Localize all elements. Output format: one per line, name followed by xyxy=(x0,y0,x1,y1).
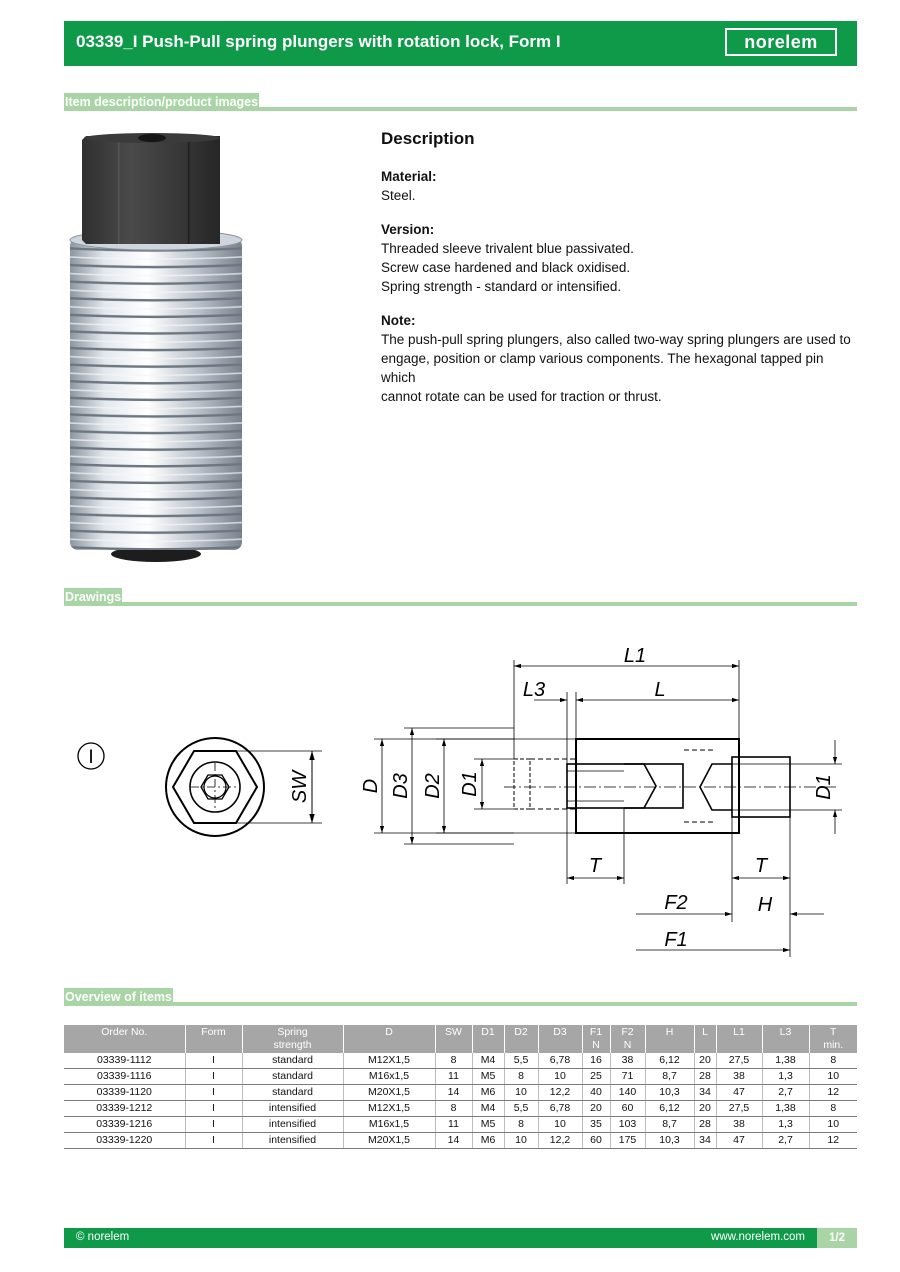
material-label: Material: xyxy=(381,169,437,184)
page-footer xyxy=(64,1228,857,1248)
col-header: L xyxy=(694,1025,716,1053)
form-symbol: I xyxy=(88,747,94,768)
version-line: Spring strength - standard or intensified. xyxy=(381,279,622,294)
col-header: D1 xyxy=(472,1025,504,1053)
col-header: Form xyxy=(185,1025,242,1053)
col-header: D3 xyxy=(538,1025,582,1053)
order-no: 03339-1120 xyxy=(64,1085,185,1101)
note-line: cannot rotate can be used for traction or thrust. xyxy=(381,389,662,404)
col-header: T min. xyxy=(809,1025,857,1053)
material-block xyxy=(381,167,851,205)
note-block xyxy=(381,311,851,406)
dim-label-l3: L3 xyxy=(522,679,546,701)
dim-label-h: H xyxy=(757,894,773,916)
dim-label-t-left: T xyxy=(588,855,602,877)
table-row: 03339-1220 I intensified M20X1,5 14 M6 10 12,2 60 175 10,3 34 47 2,7 12 xyxy=(64,1133,857,1149)
dim-label-t-right: T xyxy=(754,855,768,877)
dim-label-d2: D2 xyxy=(422,773,444,799)
table-row: 03339-1216 I intensified M16x1,5 11 M5 8 10 35 103 8,7 28 38 1,3 10 xyxy=(64,1117,857,1133)
dim-label-f2: F2 xyxy=(664,892,688,914)
col-header: Spring strength xyxy=(242,1025,343,1053)
version-line: Threaded sleeve trivalent blue passivated. xyxy=(381,241,634,256)
page-header xyxy=(64,21,857,66)
col-header: H xyxy=(645,1025,694,1053)
version-line: Screw case hardened and black oxidised. xyxy=(381,260,631,275)
section-drawings xyxy=(64,586,857,606)
dim-label-d: D xyxy=(360,778,382,794)
order-no: 03339-1212 xyxy=(64,1101,185,1117)
version-block xyxy=(381,220,851,296)
description-title: Description xyxy=(381,129,475,148)
side-view xyxy=(504,739,839,833)
order-no: 03339-1216 xyxy=(64,1117,185,1133)
dim-label-d1-left: D1 xyxy=(459,771,481,797)
section-label: Item description/product images xyxy=(65,95,259,109)
norelem-logo: norelem xyxy=(725,28,837,56)
col-header: SW xyxy=(435,1025,472,1053)
page-number: 1/2 xyxy=(817,1228,857,1248)
table-header-row xyxy=(64,1025,857,1053)
dim-label-sw: SW xyxy=(289,770,311,804)
items-table xyxy=(64,1025,857,1149)
order-no: 03339-1116 xyxy=(64,1069,185,1085)
table-row: 03339-1112 I standard M12X1,5 8 M4 5,5 6,78 16 38 6,12 20 27,5 1,38 8 xyxy=(64,1053,857,1069)
version-label: Version: xyxy=(381,222,435,237)
table-row: 03339-1116 I standard M16x1,5 11 M5 8 10 25 71 8,7 28 38 1,3 10 xyxy=(64,1069,857,1085)
order-no: 03339-1220 xyxy=(64,1133,185,1149)
technical-drawing xyxy=(64,622,857,967)
note-line: The push-pull spring plungers, also called two-way spring plungers are used to xyxy=(381,332,851,347)
col-header: F2 N xyxy=(610,1025,645,1053)
section-label: Overview of items xyxy=(65,990,172,1004)
product-image xyxy=(60,128,250,568)
vertical-dimensions xyxy=(374,728,842,844)
note-line: engage, position or clamp various components. The hexagonal tapped pin which xyxy=(381,351,824,385)
table-row: 03339-1212 I intensified M12X1,5 8 M4 5,5 6,78 20 60 6,12 20 27,5 1,38 8 xyxy=(64,1101,857,1117)
order-no: 03339-1112 xyxy=(64,1053,185,1069)
col-header: L1 xyxy=(716,1025,762,1053)
description-block xyxy=(381,128,851,421)
col-header: F1 N xyxy=(582,1025,610,1053)
section-item-description xyxy=(64,91,857,111)
hex-pin xyxy=(82,136,220,244)
col-header: Order No. xyxy=(64,1025,185,1053)
material-text: Steel. xyxy=(381,188,416,203)
col-header: L3 xyxy=(762,1025,809,1053)
section-label: Drawings xyxy=(65,590,122,604)
dim-label-f1: F1 xyxy=(664,929,688,951)
copyright: © norelem xyxy=(76,1231,130,1243)
col-header: D2 xyxy=(504,1025,538,1053)
note-label: Note: xyxy=(381,313,416,328)
dim-label-d3: D3 xyxy=(390,773,412,799)
website-link[interactable]: www.norelem.com xyxy=(711,1231,805,1243)
section-overview xyxy=(64,986,857,1006)
col-header: D xyxy=(343,1025,435,1053)
dim-label-l: L xyxy=(654,679,666,701)
table-row: 03339-1120 I standard M20X1,5 14 M6 10 12,2 40 140 10,3 34 47 2,7 12 xyxy=(64,1085,857,1101)
page-title: 03339_I Push-Pull spring plungers with rotation lock, Form I xyxy=(76,32,561,51)
dim-label-d1-right: D1 xyxy=(813,774,835,800)
dim-label-l1: L1 xyxy=(623,645,647,667)
